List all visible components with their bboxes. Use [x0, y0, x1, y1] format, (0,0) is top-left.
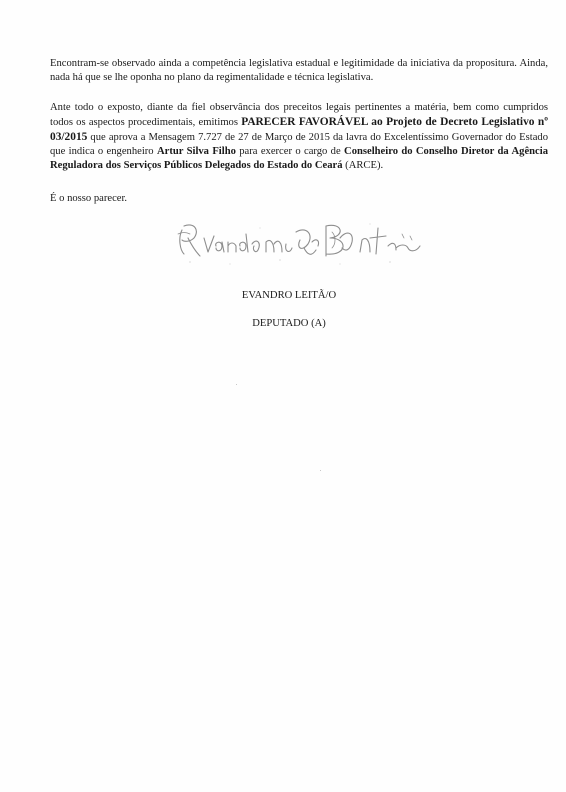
paragraph-competence: Encontram-se observado ainda a competência legislativa estadual e legitimidade da iniciativa da propositura. Ainda, nada há que se lhe oponha no plano da regimentalidade e técnica legislativa. — [50, 58, 548, 83]
nominee-name: Artur Silva Filho — [156, 146, 236, 157]
opinion-text-message: que aprova a Mensagem 7.727 de 27 de Março de 2015 da lavra do Excelentíssimo Governador do Estado que indica o engenheiro — [50, 132, 548, 157]
opinion-text-intro: Ante todo o exposto, diante da fiel observância dos preceitos legais pertinentes a matéria, bem como cumpridos todos os aspectos procedimentais, emitimos — [50, 102, 548, 128]
opinion-text-role: para exercer o cargo de — [235, 146, 345, 157]
signatory-name: EVANDRO LEITÃ/O — [241, 290, 337, 301]
opinion-text-agency: (ARCE). — [342, 160, 384, 171]
position-title: Conselheiro do Conselho Diretor da Agência Reguladora dos Serviços Públicos Delegados do Estado do Ceará — [50, 146, 548, 171]
opinion-verdict: PARECER FAVORÁVEL ao Projeto de Decreto Legislativo nº 03/2015 — [50, 116, 548, 143]
signatory-role: DEPUTADO (A) — [252, 318, 326, 329]
scan-speck — [236, 384, 237, 385]
scan-speck — [320, 470, 321, 471]
paragraph-closing: É o nosso parecer. — [50, 193, 128, 204]
paragraph-opinion — [50, 101, 548, 173]
handwritten-signature — [170, 208, 430, 278]
